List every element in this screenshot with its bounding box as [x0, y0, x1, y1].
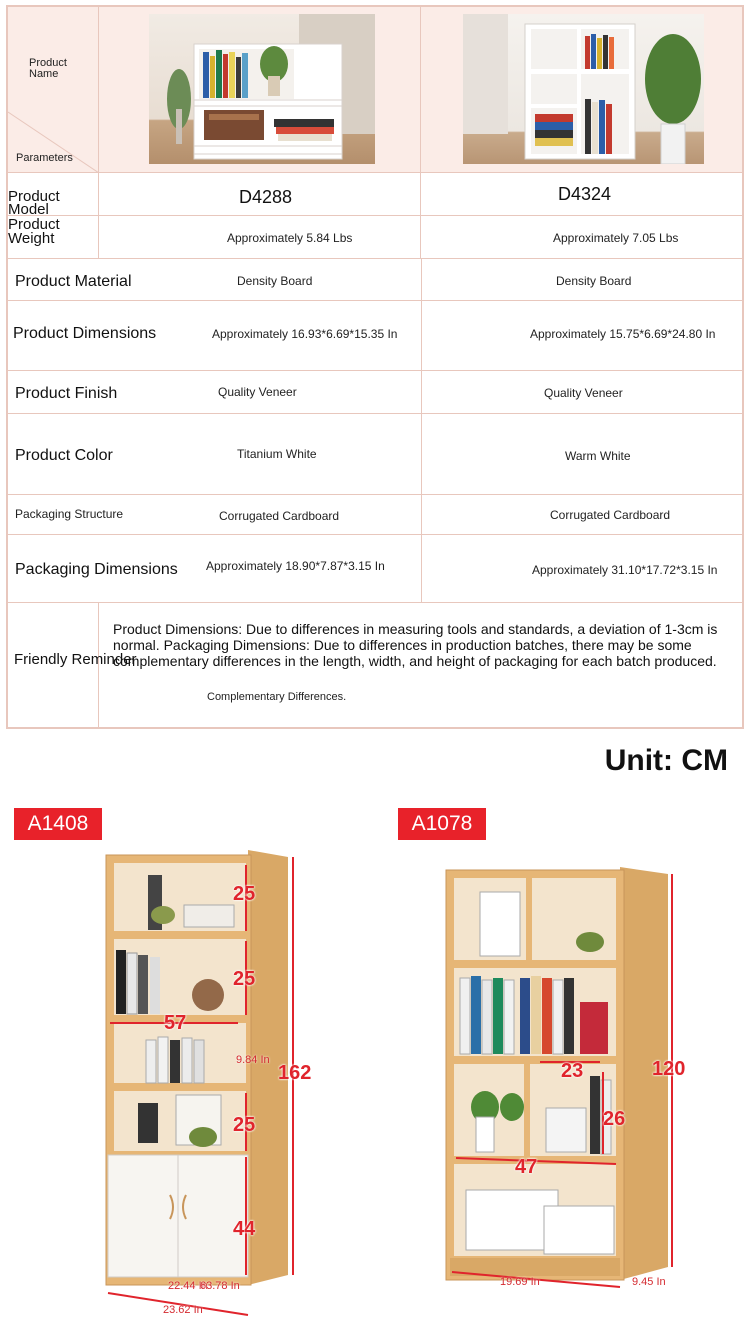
dim-a1408-cabinet: 44: [233, 1218, 256, 1240]
row-model-label-cell: [8, 173, 99, 216]
dim-a1408-width: 57: [164, 1012, 187, 1034]
dim-a1408-shelf2: 25: [233, 968, 256, 990]
row-label: Product Model: [8, 188, 60, 218]
packaging-dimensions-a-value: Approximately 18.90*7.87*3.15 In: [206, 559, 385, 573]
dim-a1408-depth: 9.84 In: [236, 1054, 270, 1066]
row-packaging-dimensions-b-cell: [421, 535, 742, 603]
row-finish-b-cell: [421, 371, 742, 414]
row-model-b-cell: [421, 173, 742, 216]
row-model-a-cell: [99, 173, 421, 216]
row-packaging-structure-label-cell: [8, 495, 421, 535]
dimensions-b-value: Approximately 15.75*6.69*24.80 In: [530, 327, 716, 341]
bookcase-a1078-illustration: [440, 862, 680, 1302]
row-color-label-cell: [8, 414, 421, 495]
color-b-value: Warm White: [565, 449, 631, 463]
row-packaging-dimensions-label-cell: [8, 535, 421, 603]
row-color-b-cell: [421, 414, 742, 495]
dim-a1408-height: 162: [278, 1062, 312, 1084]
parameters-header: Parameters: [16, 152, 73, 164]
dim-a1078-height: 120: [652, 1058, 686, 1080]
material-a-value: Density Board: [237, 274, 313, 288]
model-tag-a1408: A1408: [14, 808, 102, 840]
spec-table: [6, 5, 744, 729]
dim-a1078-depth-in: 9.45 In: [632, 1276, 666, 1288]
reminder-note: Complementary Differences.: [207, 691, 347, 703]
dim-a1408-width-in: 22.44 In: [168, 1280, 208, 1292]
dim-a1078-width: 47: [515, 1156, 538, 1178]
product-name-header: Product Name: [29, 57, 67, 80]
row-label: Packaging Dimensions: [15, 561, 178, 578]
dim-a1408-height-in: 63.78 In: [200, 1280, 240, 1292]
row-dimensions-b-cell: [421, 301, 742, 371]
product-b-photo: [463, 14, 704, 164]
dim-a1078-shelf: 23: [561, 1060, 584, 1082]
row-material-label-cell: [8, 259, 421, 301]
dimensions-a-value: Approximately 16.93*6.69*15.35 In: [212, 327, 398, 341]
packaging-structure-b-value: Corrugated Cardboard: [550, 508, 671, 522]
row-label: Product Dimensions: [13, 325, 157, 342]
row-finish-label-cell: [8, 371, 421, 414]
row-material-b-cell: [421, 259, 742, 301]
row-weight-a-cell: [99, 216, 421, 259]
row-packaging-structure-b-cell: [421, 495, 742, 535]
dim-a1078-width-in: 19.69 In: [500, 1276, 540, 1288]
reminder-text: Product Dimensions: Due to differences in measuring tools and standards, a deviation of 1-3cm is normal. Packaging Dimensions: Due to differences in production batches, there may be some complementary differences in the length, width, and height of packaging for each batch produced.: [113, 621, 718, 669]
reminder-text-cell: [99, 603, 742, 729]
dim-a1408-shelf1: 25: [233, 883, 256, 905]
model-a-value: D4288: [239, 187, 293, 207]
row-label: Packaging Structure: [15, 507, 124, 521]
finish-a-value: Quality Veneer: [218, 385, 297, 399]
row-dimensions-label-cell: [8, 301, 421, 371]
reminder-label: Friendly Reminder: [14, 651, 137, 668]
material-b-value: Density Board: [556, 274, 632, 288]
diagonal-divider: [8, 7, 99, 173]
dim-a1408-bottom-width: 23.62 In: [163, 1304, 203, 1316]
weight-a-value: Approximately 5.84 Lbs: [227, 231, 353, 245]
product-a-photo: [149, 14, 375, 164]
row-label: Product Material: [15, 273, 132, 290]
row-weight-b-cell: [421, 216, 742, 259]
color-a-value: Titanium White: [237, 447, 317, 461]
model-b-value: D4324: [558, 184, 612, 204]
row-label: Product Finish: [15, 385, 118, 402]
dim-a1408-shelf4: 25: [233, 1114, 256, 1136]
model-tag-a1078: A1078: [398, 808, 486, 840]
packaging-dimensions-b-value: Approximately 31.10*17.72*3.15 In: [532, 563, 718, 577]
row-label: Product Color: [15, 447, 113, 464]
weight-b-value: Approximately 7.05 Lbs: [553, 231, 679, 245]
dim-a1078-shelf-height: 26: [603, 1108, 626, 1130]
unit-label: Unit: CM: [604, 744, 728, 777]
header-corner-cell: [8, 7, 99, 173]
row-label: Product Weight: [8, 216, 60, 247]
row-weight-label-cell: [8, 216, 99, 259]
packaging-structure-a-value: Corrugated Cardboard: [219, 509, 340, 523]
finish-b-value: Quality Veneer: [544, 386, 623, 400]
bookcase-a1408-illustration: [88, 845, 328, 1329]
